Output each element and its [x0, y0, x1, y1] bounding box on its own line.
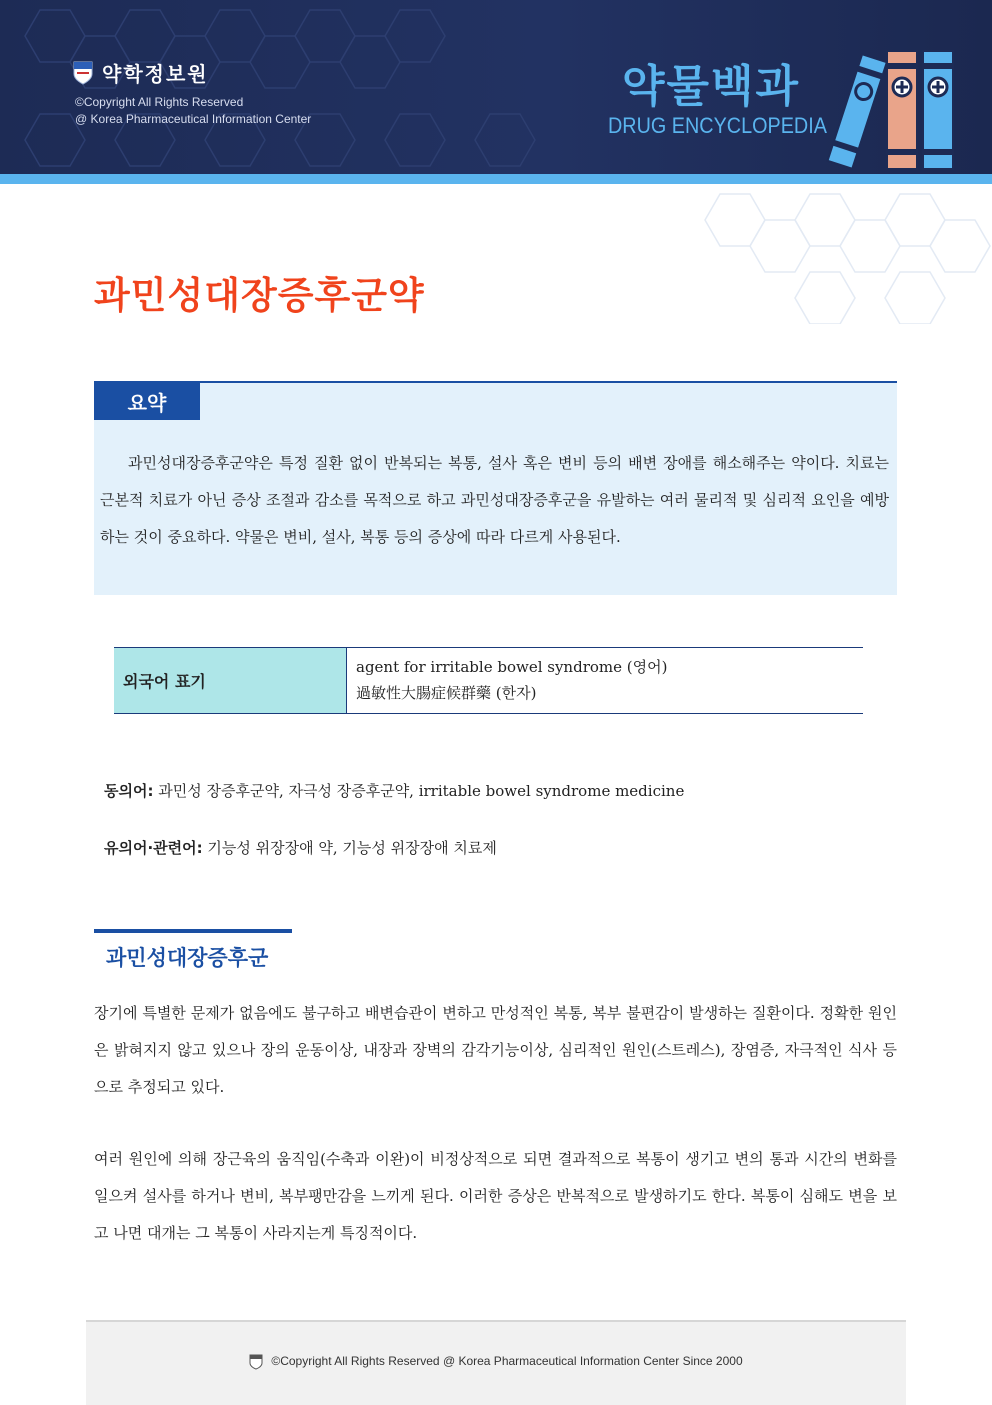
foreign-term-table [114, 647, 863, 714]
org-name: 약학정보원 [102, 62, 209, 86]
header-banner [0, 0, 992, 175]
brand-title-english: DRUG ENCYCLOPEDIA [608, 113, 827, 138]
footer-shield-icon [249, 1354, 263, 1370]
related-terms-line [104, 837, 497, 858]
foreign-term-english: agent for irritable bowel syndrome (영어) [356, 658, 668, 676]
header-stripe [0, 174, 992, 184]
kpic-shield-icon [72, 60, 94, 86]
section-paragraph-2: 여러 원인에 의해 장근육의 움직임(수축과 이완)이 비정상적으로 되면 결과적으로 복통이 생기고 변의 통과 시간의 변화를 일으켜 설사를 하거나 변비, 복부팽만감을 느끼게 된다. 이러한 증상은 반복적으로 발생하기도 한다. 복통이 심해도 변을 보고 나면 대개는 그 복통이 사라지는게 특징적이다. [94, 1150, 897, 1242]
synonyms-value: 과민성 장증후군약, 자극성 장증후군약, irritable bowel syndrome medicine [158, 782, 685, 800]
summary-box [94, 381, 897, 595]
related-terms-value: 기능성 위장장애 약, 기능성 위장장애 치료제 [207, 839, 497, 857]
synonyms-line [104, 780, 684, 801]
section-divider [94, 929, 292, 933]
foreign-term-values [347, 648, 667, 713]
footer [86, 1320, 906, 1405]
brand-title-korean: 약물백과 [622, 61, 801, 112]
summary-text: 과민성대장증후군약은 특정 질환 없이 반복되는 복통, 설사 혹은 변비 등의 배변 장애를 해소해주는 약이다. 치료는 근본적 치료가 아닌 증상 조절과 감소를 목적으로 하고 과민성대장증후군을 유발하는 여러 물리적 및 심리적 요인을 예방하는 것이 중요하다. 약물은 변비, 설사, 복통 등의 증상에 따라 다르게 사용된다. [100, 454, 889, 546]
synonyms-label: 동의어: [104, 782, 154, 800]
footer-content [86, 1354, 906, 1370]
related-terms-label: 유의어·관련어: [104, 839, 203, 857]
section-paragraph-1: 장기에 특별한 문제가 없음에도 불구하고 배변습관이 변하고 만성적인 복통, 복부 불편감이 발생하는 질환이다. 정확한 원인은 밝혀지지 않고 있으나 장의 운동이상, 내장과 장벽의 감각기능이상, 심리적인 원인(스트레스), 장염증, 자극적인 식사 등으로 추정되고 있다. [94, 1004, 897, 1096]
header-copyright-line1: ©Copyright All Rights Reserved [75, 95, 244, 109]
background-hex-decoration [600, 184, 992, 324]
books-icon [815, 45, 965, 170]
foreign-term-label: 외국어 표기 [114, 648, 347, 713]
header-copyright-line2: @ Korea Pharmaceutical Information Center [75, 112, 312, 126]
org-logo [72, 58, 209, 87]
section-title: 과민성대장증후군 [106, 946, 269, 970]
footer-copyright: ©Copyright All Rights Reserved @ Korea Pharmaceutical Information Center Since 2000 [271, 1354, 743, 1369]
summary-label: 요약 [94, 383, 200, 420]
foreign-term-hanja: 過敏性大腸症候群藥 (한자) [356, 684, 537, 702]
page-title: 과민성대장증후군약 [94, 274, 425, 317]
